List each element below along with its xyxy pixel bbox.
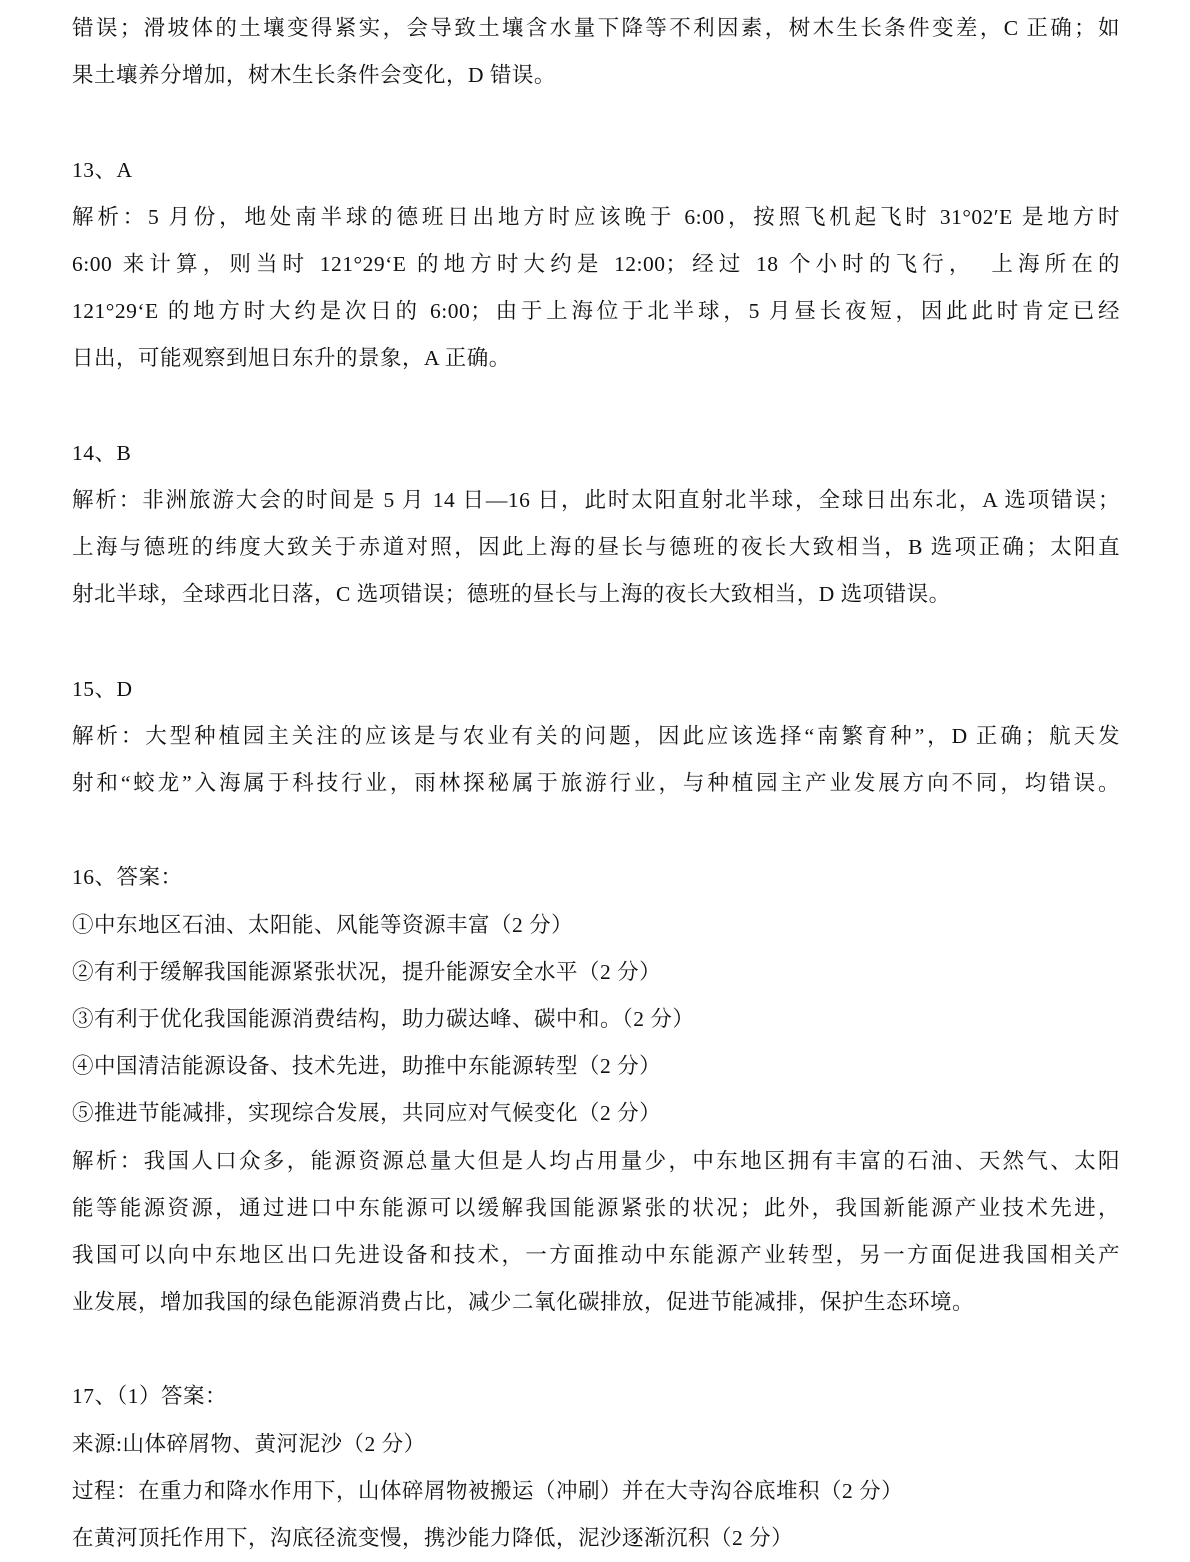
text-line: 121°29‘E 的地方时大约是次日的 6:00；由于上海位于北半球，5 月昼长夜短，因此此时肯定已经	[72, 299, 1120, 324]
text-line: 来源:山体碎屑物、黄河泥沙（2 分）	[72, 1431, 426, 1456]
text-line: 射北半球，全球西北日落，C 选项错误；德班的昼长与上海的夜长大致相当，D 选项错误。	[72, 582, 951, 607]
text-line: 业发展，增加我国的绿色能源消费占比，减少二氧化碳排放，促进节能减排，保护生态环境。	[72, 1290, 975, 1315]
text-line: 能等能源资源，通过进口中东能源可以缓解我国能源紧张的状况；此外，我国新能源产业技术先进，	[72, 1195, 1120, 1220]
text-line: 解析：5 月份，地处南半球的德班日出地方时应该晚于 6:00，按照飞机起飞时 31°02′E 是地方时	[72, 204, 1120, 229]
text-line: ⑤推进节能减排，实现综合发展，共同应对气候变化（2 分）	[72, 1101, 662, 1126]
blank-line	[72, 99, 1120, 146]
text-line: 我国可以向中东地区出口先进设备和技术，一方面推动中东能源产业转型，另一方面促进我国相关产	[72, 1242, 1120, 1267]
document-body	[72, 5, 1120, 1562]
text-line: 13、A	[72, 157, 133, 182]
text-line: 17、（1）答案：	[72, 1384, 228, 1409]
text-line: 解析：非洲旅游大会的时间是 5 月 14 日—16 日，此时太阳直射北半球，全球日出东北，A 选项错误；	[72, 487, 1120, 512]
text-line: 射和“蛟龙”入海属于科技行业，雨林探秘属于旅游行业，与种植园主产业发展方向不同，均错误。	[72, 771, 1120, 795]
text-line: 上海与德班的纬度大致关于赤道对照，因此上海的昼长与德班的夜长大致相当，B 选项正确；太阳直	[72, 535, 1120, 560]
text-line: ①中东地区石油、太阳能、风能等资源丰富（2 分）	[72, 912, 574, 937]
text-line: ③有利于优化我国能源消费结构，助力碳达峰、碳中和。（2 分）	[72, 1006, 695, 1031]
text-line: 日出，可能观察到旭日东升的景象，A 正确。	[72, 346, 511, 371]
text-line: 15、D	[72, 676, 133, 701]
text-line: 果土壤养分增加，树木生长条件会变化，D 错误。	[72, 63, 556, 88]
blank-line	[72, 807, 1120, 854]
blank-line	[72, 1326, 1120, 1373]
text-line: 解析：我国人口众多，能源资源总量大但是人均占用量少，中东地区拥有丰富的石油、天然气、太阳	[72, 1148, 1120, 1173]
text-line: 16、答案：	[72, 865, 183, 890]
text-line: ④中国清洁能源设备、技术先进，助推中东能源转型（2 分）	[72, 1054, 662, 1079]
text-line: 14、B	[72, 440, 132, 465]
blank-line	[72, 618, 1120, 665]
text-line: 在黄河顶托作用下，沟底径流变慢，携沙能力降低，泥沙逐渐沉积（2 分）	[72, 1526, 794, 1550]
text-line: 6:00 来计算，则当时 121°29‘E 的地方时大约是 12:00；经过 18 个小时的飞行， 上海所在的	[72, 251, 1120, 276]
text-line: 解析：大型种植园主关注的应该是与农业有关的问题，因此应该选择“南繁育种”，D 正确；航天发	[72, 723, 1120, 748]
text-line: ②有利于缓解我国能源紧张状况，提升能源安全水平（2 分）	[72, 959, 662, 984]
blank-line	[72, 383, 1120, 430]
text-line: 过程：在重力和降水作用下，山体碎屑物被搬运（冲刷）并在大寺沟谷底堆积（2 分）	[72, 1478, 904, 1503]
text-line: 错误；滑坡体的土壤变得紧实，会导致土壤含水量下降等不利因素，树木生长条件变差，C 正确；如	[72, 16, 1120, 40]
